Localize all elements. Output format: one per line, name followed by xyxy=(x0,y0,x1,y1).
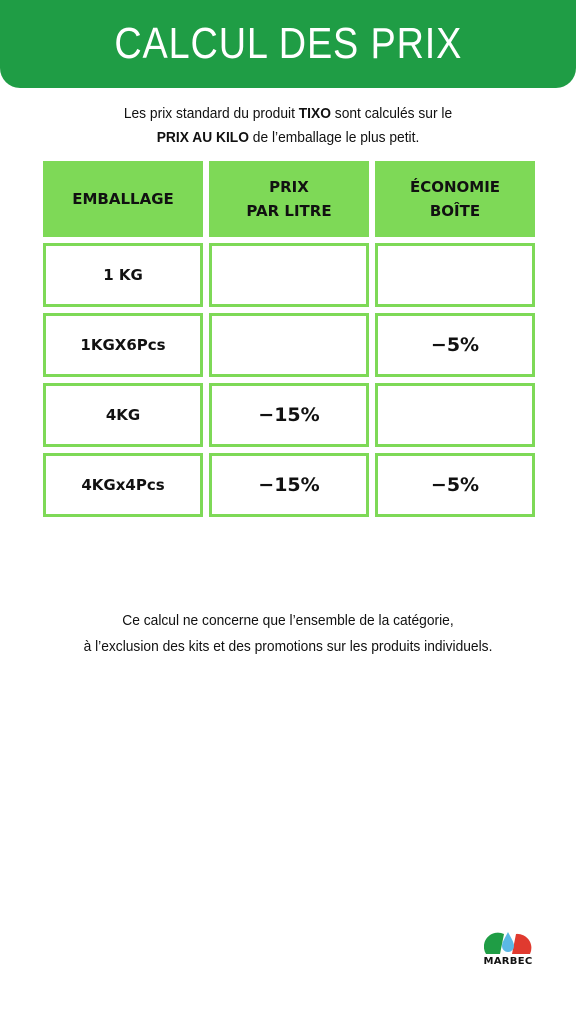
cell-price-per-litre: −15% xyxy=(209,383,369,447)
page-title: CALCUL DES PRIX xyxy=(114,19,462,68)
header-banner xyxy=(0,0,576,88)
brand-logo xyxy=(478,928,538,972)
footnote: Ce calcul ne concerne que l’ensemble de la catégorie, à l’exclusion des kits et des promotions sur les produits individuels. xyxy=(83,612,493,655)
cell-box-saving xyxy=(375,383,535,447)
header-packaging: EMBALLAGE xyxy=(43,161,203,237)
cell-box-saving: −5% xyxy=(375,453,535,517)
intro-text: Les prix standard du produit TIXO sont calculés sur le PRIX AU KILO de l’emballage le plus petit. xyxy=(123,105,453,146)
pricing-basis: PRIX AU KILO xyxy=(156,129,249,146)
header-box-saving: ÉCONOMIE BOÎTE xyxy=(375,161,535,237)
cell-packaging: 1 KG xyxy=(43,243,203,307)
cell-price-per-litre: −15% xyxy=(209,453,369,517)
cell-box-saving: −5% xyxy=(375,313,535,377)
marbec-logo-icon xyxy=(484,928,532,956)
header-price-per-litre: PRIX PAR LITRE xyxy=(209,161,369,237)
cell-price-per-litre xyxy=(209,243,369,307)
cell-packaging: 4KG xyxy=(43,383,203,447)
cell-packaging: 4KGx4Pcs xyxy=(43,453,203,517)
product-name: TIXO xyxy=(298,105,331,122)
pricing-table xyxy=(43,161,535,517)
cell-price-per-litre xyxy=(209,313,369,377)
brand-name: MARBEC xyxy=(483,956,533,967)
cell-packaging: 1KGX6Pcs xyxy=(43,313,203,377)
cell-box-saving xyxy=(375,243,535,307)
